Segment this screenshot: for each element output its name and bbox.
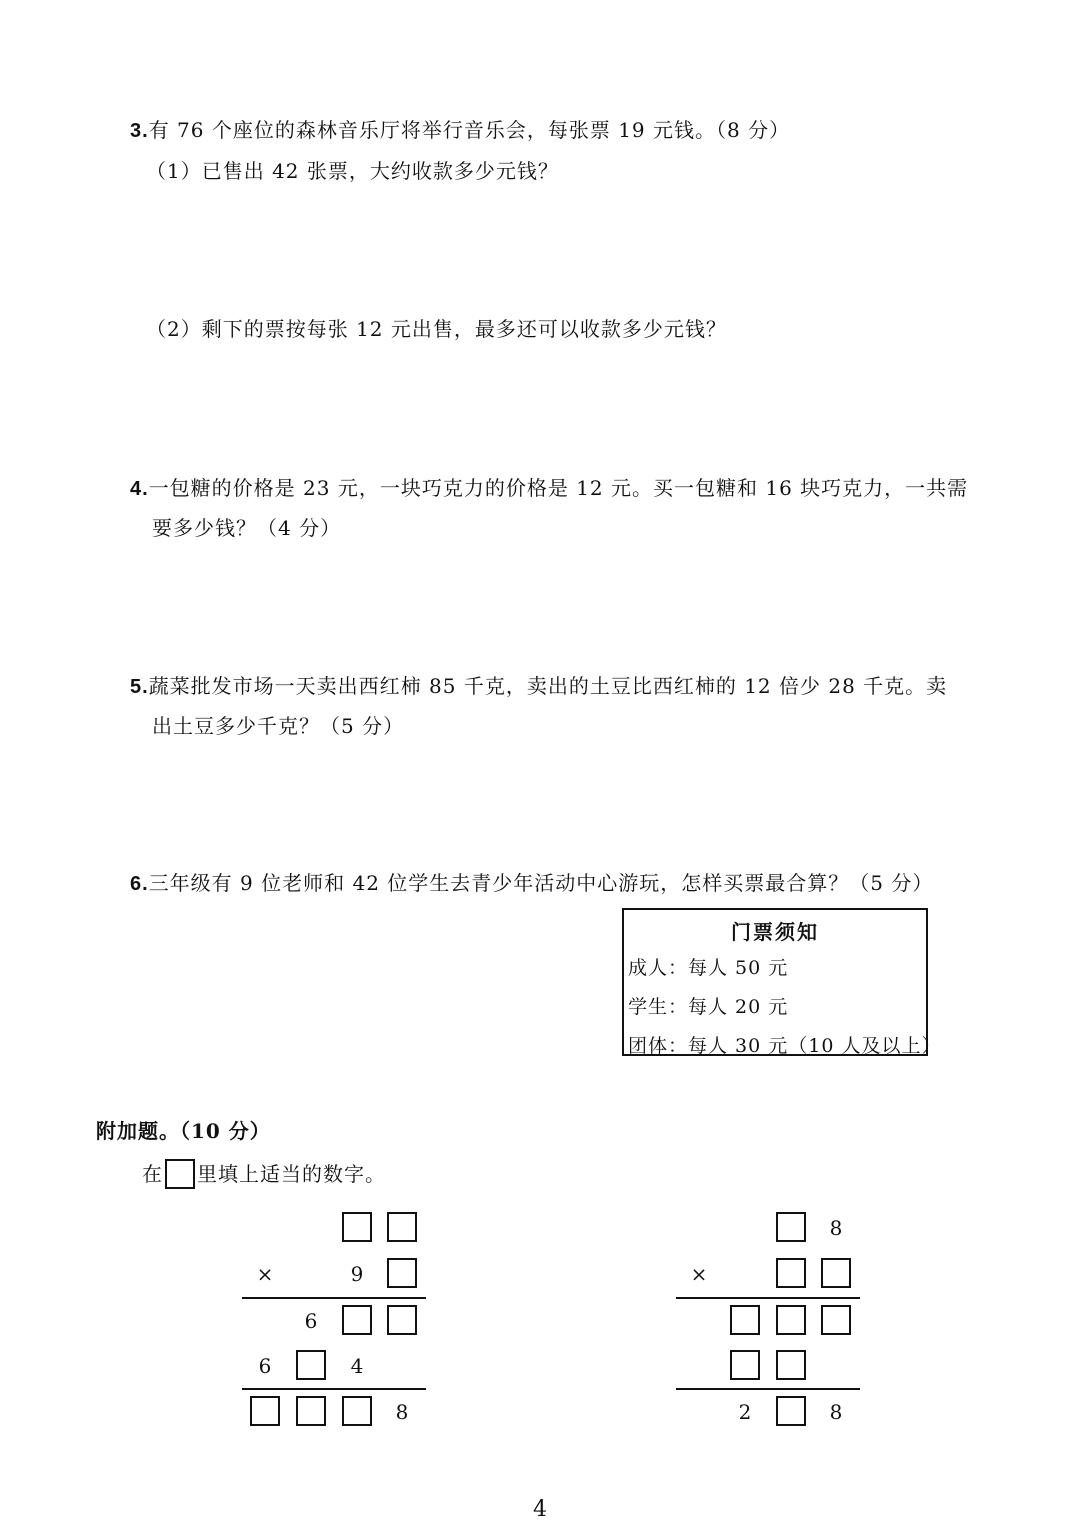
- q6-stem: [130, 867, 933, 896]
- digit-8: 8: [395, 1400, 409, 1424]
- q5-line2: 出土豆多少千克？（5 分）: [152, 714, 405, 738]
- times-sign: ×: [690, 1262, 708, 1286]
- q3-number: 3.: [130, 120, 149, 142]
- ticket-notice-row-student: 学生：每人 20 元: [628, 996, 789, 1018]
- answer-box[interactable]: [342, 1305, 372, 1335]
- extra-title: 附加题。（10 分）: [96, 1119, 271, 1143]
- ticket-notice-row-adult: 成人：每人 50 元: [628, 957, 789, 979]
- extra-instruction-after: 里填上适当的数字。: [197, 1162, 386, 1186]
- times-sign: ×: [256, 1262, 274, 1286]
- answer-box[interactable]: [250, 1396, 280, 1426]
- q6-text: 三年级有 9 位老师和 42 位学生去青少年活动中心游玩，怎样买票最合算？（5 分）: [148, 871, 934, 895]
- ticket-notice-title: 门票须知: [731, 920, 819, 944]
- q4-line2: 要多少钱？（4 分）: [152, 516, 342, 540]
- extra-instruction-before: 在: [142, 1162, 163, 1186]
- answer-box[interactable]: [387, 1258, 417, 1288]
- digit-8: 8: [829, 1400, 843, 1424]
- blank-box-example: [165, 1159, 195, 1189]
- q3-text: 有 76 个座位的森林音乐厅将举行音乐会，每张票 19 元钱。（8 分）: [148, 118, 791, 142]
- digit-9: 9: [350, 1262, 364, 1286]
- answer-box[interactable]: [776, 1350, 806, 1380]
- answer-box[interactable]: [821, 1305, 851, 1335]
- q3-part2: （2）剩下的票按每张 12 元出售，最多还可以收款多少元钱？: [146, 317, 727, 341]
- answer-box[interactable]: [730, 1305, 760, 1335]
- q4-number: 4.: [130, 478, 149, 500]
- digit-4: 4: [350, 1354, 364, 1378]
- answer-box[interactable]: [387, 1212, 417, 1242]
- q4-line1: 一包糖的价格是 23 元，一块巧克力的价格是 12 元。买一包糖和 16 块巧克力，一共需: [148, 476, 969, 500]
- answer-box[interactable]: [776, 1396, 806, 1426]
- digit-6: 6: [304, 1309, 318, 1333]
- answer-box[interactable]: [730, 1350, 760, 1380]
- divider-line: [676, 1388, 860, 1390]
- digit-8: 8: [829, 1216, 843, 1240]
- answer-box[interactable]: [296, 1350, 326, 1380]
- digit-6: 6: [258, 1354, 272, 1378]
- q3-part1: （1）已售出 42 张票，大约收款多少元钱？: [146, 159, 559, 183]
- page-number: 4: [533, 1497, 547, 1522]
- answer-box[interactable]: [296, 1396, 326, 1426]
- q6-number: 6.: [130, 873, 149, 895]
- answer-box[interactable]: [821, 1258, 851, 1288]
- q3-stem: [130, 114, 790, 143]
- answer-box[interactable]: [342, 1396, 372, 1426]
- divider-line: [242, 1297, 426, 1299]
- divider-line: [242, 1388, 426, 1390]
- q4-stem: [130, 472, 968, 501]
- answer-box[interactable]: [387, 1305, 417, 1335]
- extra-instruction: [142, 1158, 386, 1189]
- answer-box[interactable]: [776, 1258, 806, 1288]
- q5-line1: 蔬菜批发市场一天卖出西红柿 85 千克，卖出的土豆比西红柿的 12 倍少 28 千克。卖: [148, 674, 948, 698]
- ticket-notice-box: [622, 908, 942, 1057]
- divider-line: [676, 1297, 860, 1299]
- digit-2: 2: [738, 1400, 752, 1424]
- q5-number: 5.: [130, 676, 149, 698]
- q5-stem: [130, 670, 947, 699]
- answer-box[interactable]: [776, 1212, 806, 1242]
- ticket-notice-row-group: 团体：每人 30 元（10 人及以上）: [628, 1035, 942, 1057]
- answer-box[interactable]: [776, 1305, 806, 1335]
- answer-box[interactable]: [342, 1212, 372, 1242]
